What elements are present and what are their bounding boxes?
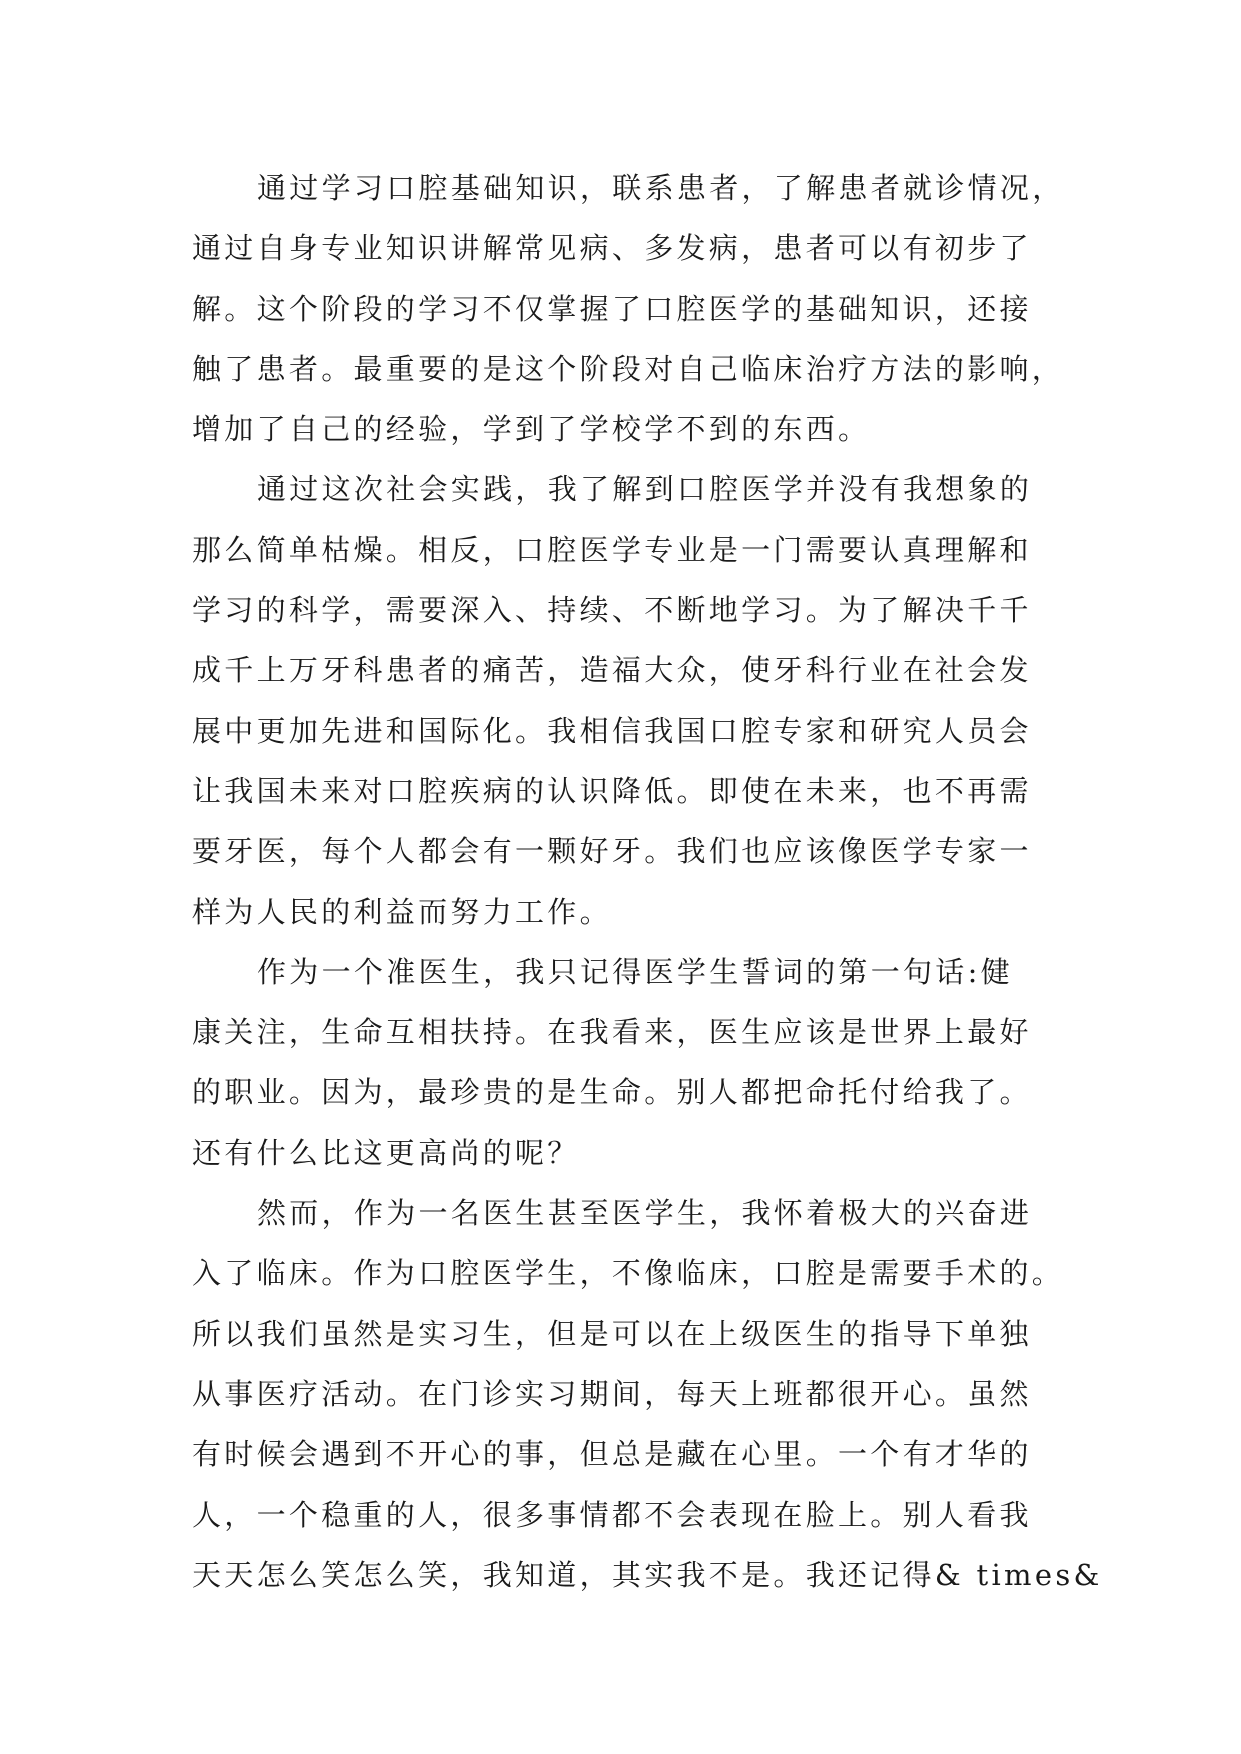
paragraph-1-line-2: 通过自身专业知识讲解常见病、多发病，患者可以有初步了 [192,231,1032,266]
paragraph-4-line-1: 然而，作为一名医生甚至医学生，我怀着极大的兴奋进 [257,1196,1033,1231]
paragraph-2-line-2: 那么简单枯燥。相反，口腔医学专业是一门需要认真理解和 [192,532,1032,567]
paragraph-1-line-4: 触了患者。最重要的是这个阶段对自己临床治疗方法的影响， [192,351,1065,386]
paragraph-3-line-3: 的职业。因为，最珍贵的是生命。别人都把命托付给我了。 [192,1075,1032,1110]
paragraph-4-line-5: 有时候会遇到不开心的事，但总是藏在心里。一个有才华的 [192,1437,1032,1472]
paragraph-2-line-1: 通过这次社会实践，我了解到口腔医学并没有我想象的 [257,472,1033,507]
paragraph-4-line-7: 天天怎么笑怎么笑，我知道，其实我不是。我还记得& times& [192,1557,1103,1592]
paragraph-2-line-8: 样为人民的利益而努力工作。 [192,894,612,929]
paragraph-2-line-4: 成千上万牙科患者的痛苦，造福大众，使牙科行业在社会发 [192,653,1032,688]
paragraph-4-line-6: 人，一个稳重的人，很多事情都不会表现在脸上。别人看我 [192,1497,1032,1532]
paragraph-4-line-3: 所以我们虽然是实习生，但是可以在上级医生的指导下单独 [192,1316,1032,1351]
paragraph-2-line-7: 要牙医，每个人都会有一颗好牙。我们也应该像医学专家一 [192,834,1032,869]
paragraph-2-line-5: 展中更加先进和国际化。我相信我国口腔专家和研究人员会 [192,713,1032,748]
paragraph-1-line-5: 增加了自己的经验，学到了学校学不到的东西。 [192,412,871,447]
paragraph-3-line-4: 还有什么比这更高尚的呢？ [192,1135,580,1170]
paragraph-4-line-2: 入了临床。作为口腔医学生，不像临床，口腔是需要手术的。 [192,1256,1065,1291]
paragraph-3-line-1: 作为一个准医生，我只记得医学生誓词的第一句话:健 [257,954,1013,989]
paragraph-3-line-2: 康关注，生命互相扶持。在我看来，医生应该是世界上最好 [192,1015,1032,1050]
paragraph-4-line-4: 从事医疗活动。在门诊实习期间，每天上班都很开心。虽然 [192,1376,1032,1411]
paragraph-2-line-3: 学习的科学，需要深入、持续、不断地学习。为了解决千千 [192,593,1032,628]
paragraph-1-line-3: 解。这个阶段的学习不仅掌握了口腔医学的基础知识，还接 [192,291,1032,326]
paragraph-2-line-6: 让我国未来对口腔疾病的认识降低。即使在未来，也不再需 [192,773,1032,808]
paragraph-1-line-1: 通过学习口腔基础知识，联系患者，了解患者就诊情况， [257,171,1065,205]
document-body [192,158,1103,1605]
